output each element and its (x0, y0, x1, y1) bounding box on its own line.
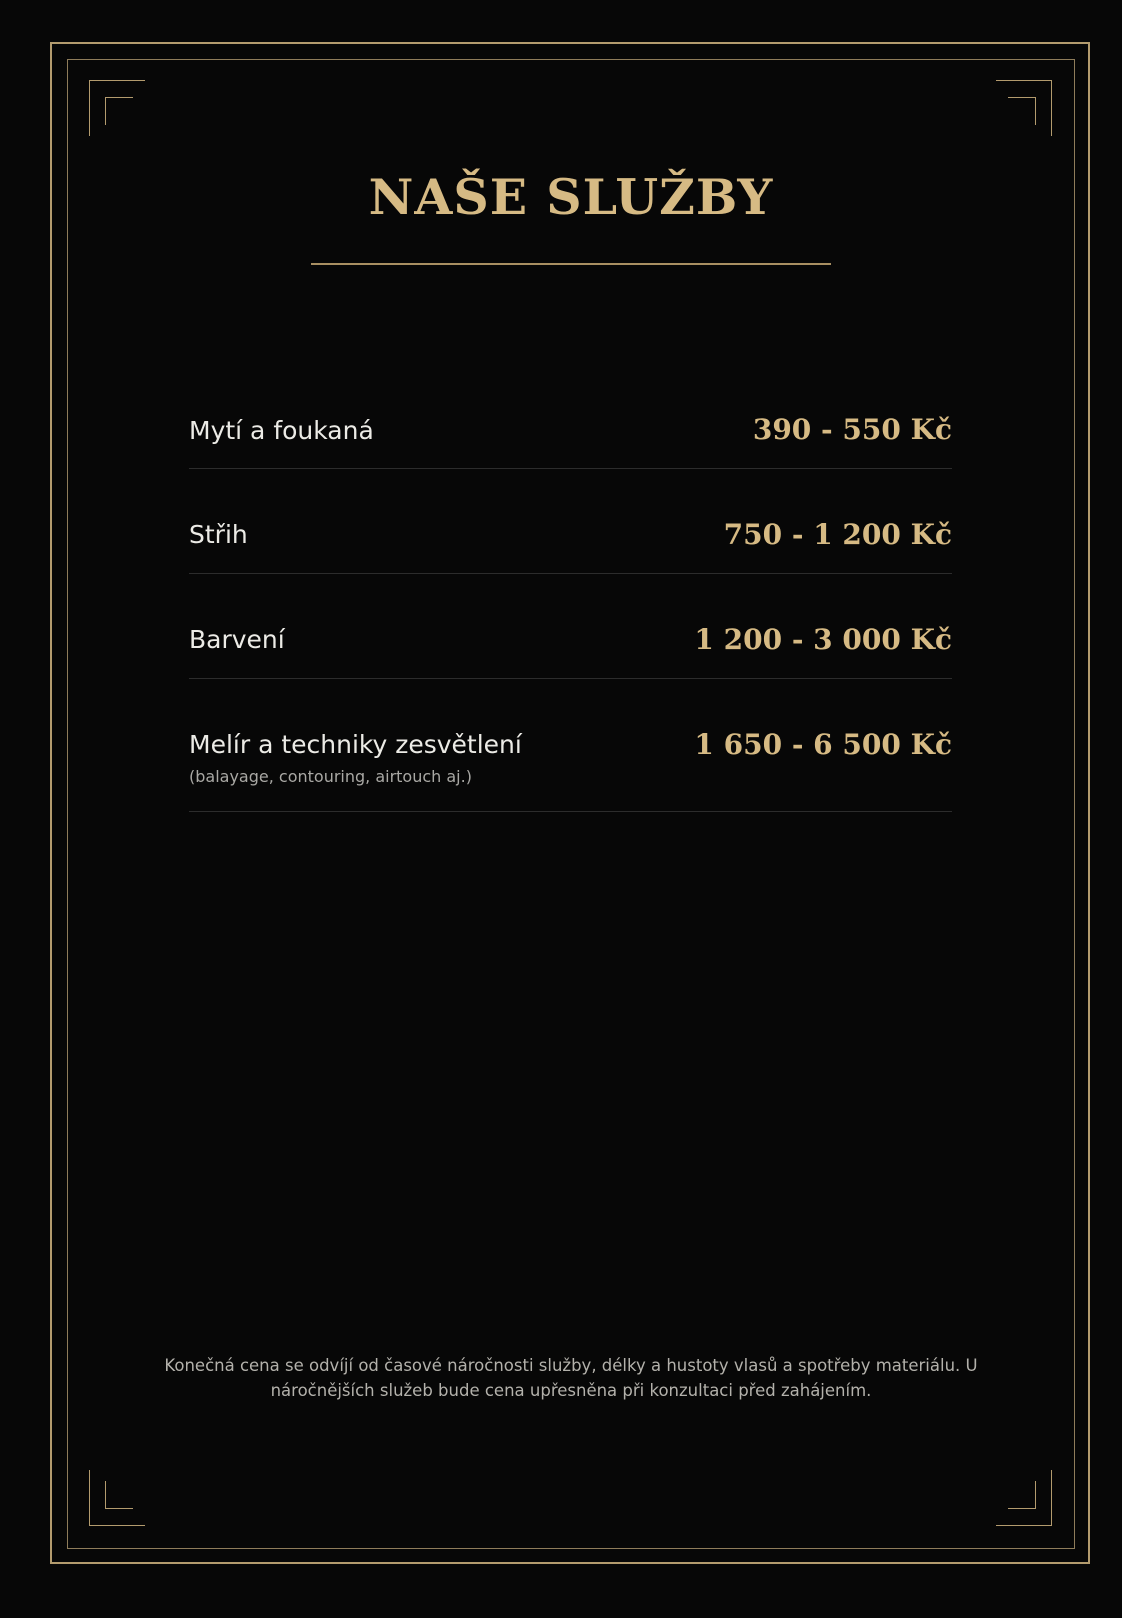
service-name: Střih (189, 520, 248, 549)
corner-ornament-bottom-right-inner (1008, 1481, 1036, 1509)
service-name: Melír a techniky zesvětlení (189, 730, 522, 759)
corner-ornament-bottom-left-inner (105, 1481, 133, 1509)
service-row (189, 574, 952, 679)
service-note: (balayage, contouring, airtouch aj.) (189, 767, 472, 786)
service-row (189, 400, 952, 469)
pricing-footnote: Konečná cena se odvíjí od časové náročnosti služby, délky a hustoty vlasů a spotřeby materiálu. U náročnějších služeb bude cena upřesněna při konzultaci před zahájením. (164, 1356, 978, 1400)
service-price: 390 - 550 Kč (752, 413, 952, 446)
corner-ornament-top-right-inner (1008, 97, 1036, 125)
service-price: 1 650 - 6 500 Kč (694, 728, 952, 761)
services-list (189, 400, 952, 812)
service-row (189, 679, 952, 812)
service-row (189, 469, 952, 574)
page-title: NAŠE SLUŽBY (368, 168, 774, 226)
corner-ornament-top-left-inner (105, 97, 133, 125)
service-name: Mytí a foukaná (189, 416, 374, 445)
service-name: Barvení (189, 625, 285, 654)
title-divider (311, 263, 831, 265)
service-price: 1 200 - 3 000 Kč (694, 623, 952, 656)
service-price: 750 - 1 200 Kč (723, 518, 952, 551)
